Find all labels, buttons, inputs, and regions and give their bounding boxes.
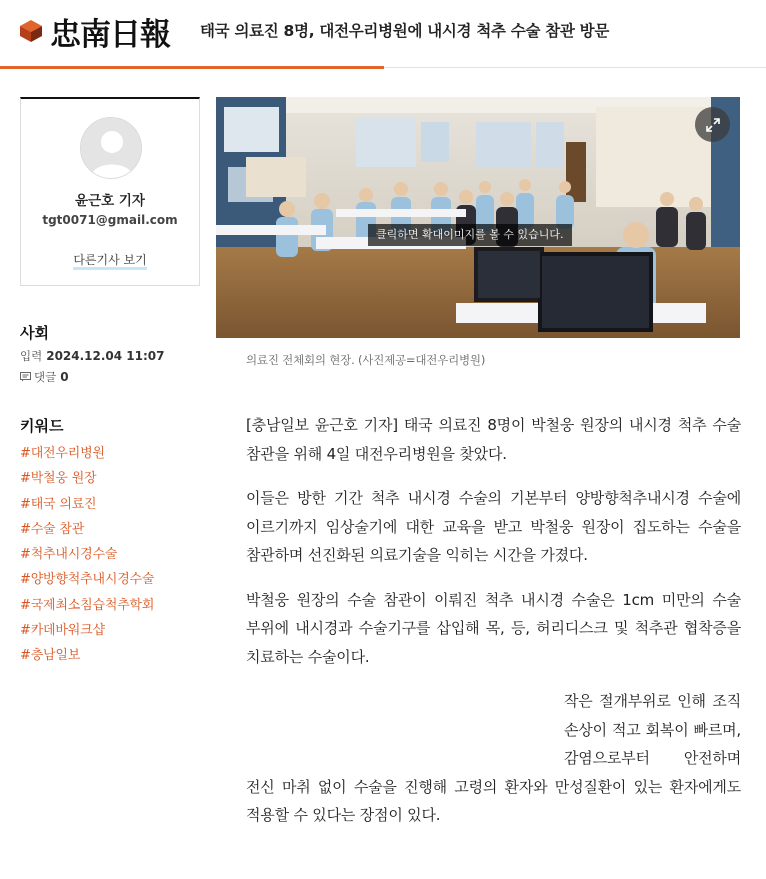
logo-text: 忠南日報	[50, 16, 170, 53]
keyword-link[interactable]: #국제최소침습척추학회	[20, 597, 155, 613]
comments-value: 0	[60, 370, 69, 384]
section-label[interactable]: 사회	[20, 324, 49, 342]
article-photo[interactable]	[216, 97, 740, 338]
author-card	[20, 97, 200, 286]
comment-icon	[20, 372, 31, 382]
article-paragraph: 이들은 방한 기간 척추 내시경 수술의 기본부터 양방향척추내시경 수술에 이르기까지 임상술기에 대한 교육을 받고 박철웅 원장이 집도하는 수술을 참관하며 선진화된 의료기술을 익히는 시간을 가졌다.	[246, 489, 741, 564]
date-value: 2024.12.04 11:07	[46, 349, 165, 363]
expand-image-button[interactable]	[695, 107, 730, 142]
comments-label: 댓글	[34, 370, 57, 384]
article-paragraph: 박철웅 원장의 수술 참관이 이뤄진 척추 내시경 수술은 1cm 미만의 수술 부위에 내시경과 수술기구를 삽입해 목, 등, 허리디스크 및 척추관 협착증을 치료하는 수술이다.	[246, 590, 741, 666]
expand-icon	[705, 117, 721, 133]
site-header	[0, 0, 766, 68]
logo-cube-icon	[18, 18, 44, 44]
keyword-link[interactable]: #충남일보	[20, 648, 81, 664]
photo-caption: 의료진 전체회의 현장. (사진제공=대전우리병원)	[246, 353, 486, 367]
keywords-title: 키워드	[20, 417, 64, 435]
keyword-link[interactable]: #양방향척추내시경수술	[20, 572, 155, 588]
avatar	[80, 117, 142, 179]
header-accent-bar	[0, 66, 384, 69]
article-paragraph: 작은 절개부위로 인해 조직 손상이 적고 회복이 빠르며, 감염으로부터 안전하며 전신 마취 없이 수술을 진행해 고령의 환자와 만성질환이 있는 환자에게도 적용할 수 있다는 장점이 있다.	[246, 692, 741, 824]
keyword-link[interactable]: #카데바워크샵	[20, 623, 105, 639]
date-label: 입력	[20, 349, 43, 363]
site-logo[interactable]	[18, 12, 170, 53]
inline-ad-space	[246, 687, 564, 753]
author-name: 윤근호 기자	[75, 193, 145, 209]
photo-illustration	[216, 97, 740, 338]
published-date	[20, 348, 165, 364]
article-paragraph: [충남일보 윤근호 기자] 태국 의료진 8명이 박철웅 원장의 내시경 척추 수술 참관을 위해 4일 대전우리병원을 찾았다.	[246, 416, 741, 463]
keyword-link[interactable]: #박철웅 원장	[20, 471, 97, 487]
author-more-link[interactable]	[21, 251, 199, 268]
article-body	[246, 411, 741, 846]
keyword-link[interactable]: #척추내시경수술	[20, 547, 118, 563]
keyword-list	[20, 445, 154, 673]
zoom-tooltip: 클릭하면 확대이미지를 볼 수 있습니다.	[368, 224, 572, 246]
page-title: 태국 의료진 8명, 대전우리병원에 내시경 척추 수술 참관 방문	[200, 22, 609, 40]
author-email[interactable]: tgt0071@gmail.com	[42, 213, 178, 227]
author-more-label[interactable]: 다른기사 보기	[73, 253, 146, 270]
keyword-link[interactable]: #대전우리병원	[20, 446, 105, 461]
comment-count[interactable]	[20, 369, 69, 385]
user-placeholder-icon	[81, 118, 142, 179]
keyword-link[interactable]: #수술 참관	[20, 521, 85, 537]
keyword-link[interactable]: #태국 의료진	[20, 496, 97, 512]
